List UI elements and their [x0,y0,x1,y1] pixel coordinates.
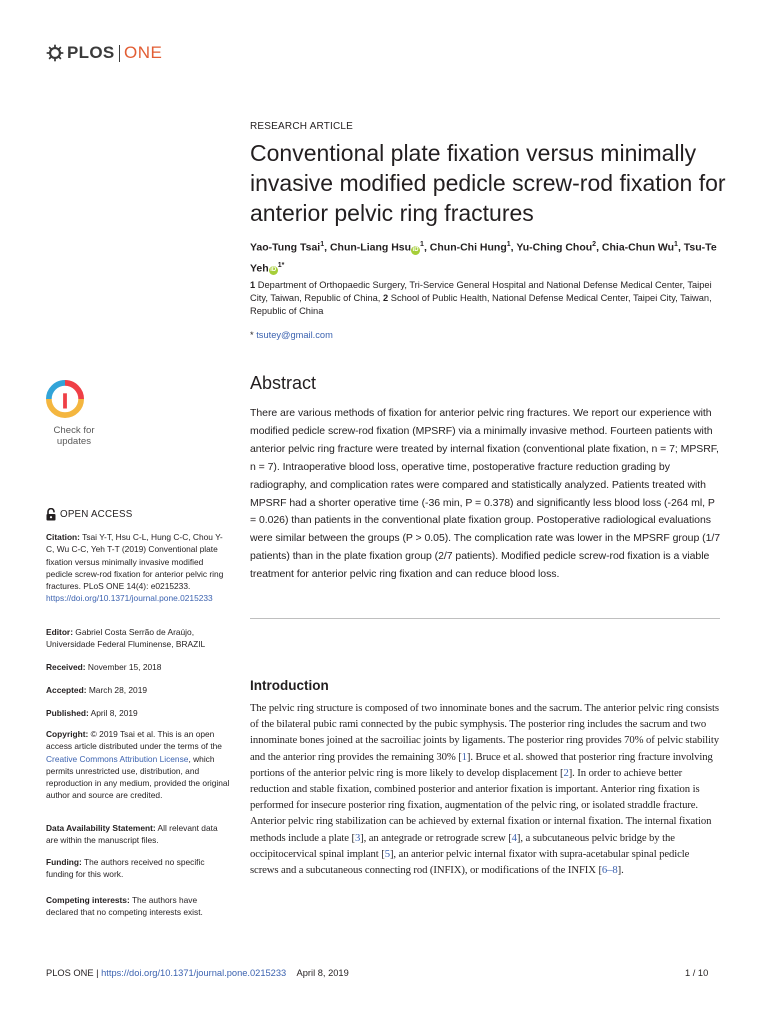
funding-text: The authors received no specific funding for this work. [46,857,205,880]
author-list: Yao-Tung Tsai$^1$, Chun-Liang Hsu $iD^1$, Chun-Chi Hung$^1$, Yu-Ching Chou$^2$, Chia-Chun Wu$^1$, Tsu-Te Yeh $iD^{1*}$ [250,241,717,274]
footer-doi-link[interactable]: https://doi.org/10.1371/journal.pone.0215233 [101,968,287,978]
competing-interests-label: Competing interests: [46,895,130,905]
orcid-icon[interactable]: iD [270,267,277,273]
orcid-icon[interactable]: iD [412,246,419,253]
funding-block [46,856,230,881]
introduction-text [250,700,720,878]
received-text: November 15, 2018 [85,662,162,672]
author-name[interactable]: Tsu-Te Yeh [250,241,717,274]
check-for-updates-label [46,426,102,447]
author-affiliation-marker: 1 [420,241,424,248]
citation-label: Citation: [46,532,80,542]
corresponding-marker: * [250,330,254,340]
reference-link[interactable]: 3 [354,831,361,844]
open-lock-icon [46,508,56,521]
editor-label: Editor: [46,627,73,637]
author-affiliation-marker: 1* [277,261,285,269]
footer-journal: PLOS ONE [46,968,94,978]
intro-text-segment: ], an antegrade or retrograde screw [ [360,831,512,844]
logo-divider [119,45,121,62]
open-access-text: OPEN ACCESS [60,509,133,520]
section-divider [250,618,720,619]
reference-link[interactable]: 6–8 [601,864,618,877]
license-link[interactable]: Creative Commons Attribution License [46,753,189,764]
article-type: RESEARCH ARTICLE [250,121,354,132]
accepted-text: March 28, 2019 [86,685,148,695]
editor-block [46,626,230,651]
citation-block [46,531,230,605]
intro-text-segment: ], a subcutaneous pelvic bridge by the occipitocervical spinal implant [ [250,831,675,860]
reference-link[interactable]: 5 [384,847,390,860]
check-line-1: Check for [53,425,95,436]
data-availability-label: Data Availability Statement: [46,823,156,833]
citation-text: Tsai Y-T, Hsu C-L, Hung C-C, Chou Y-C, Wu C-C, Yeh T-T (2019) Conventional plate fixation versus minimally invasive modified pedicle screw-rod fixation for anterior pelvic ring fractures. PLoS ONE 14(4): e0215233. [46,532,224,592]
intro-text-segment: ]. [617,864,624,877]
intro-text-segment: ]. In order to achieve better reduction and stable fixation, combined posterior and anterior fixation is important. Anterior ring fixation is performed for insecure posterior ring fixation, augmentation of the pelvic ring, or isolated straddle fracture. Anterior pelvic ring stabilization can be achieved by external fixation or internal fixation. The internal fixation methods include a plate [ [250,766,712,844]
affiliation-text: Department of Orthopaedic Surgery, Tri-Service General Hospital and National Defense Medical Center, Taipei City, Taiwan, Republic of China, [250,280,712,304]
copyright-text-1: © 2019 Tsai et al. This is an open access article distributed under the terms of the [46,729,222,752]
affiliation-number: 1 [250,280,256,290]
competing-interests-block [46,894,230,919]
open-access-label [46,508,132,521]
plos-one-logo[interactable] [46,42,162,64]
abstract-text: There are various methods of fixation for anterior pelvic ring fractures. We report our experience with modified pedicle screw-rod fixation (MPSRF) via a minimally invasive method. Fourteen patients with anterior pelvic ring fracture were treated by internal fixation (conventional plate fixation, n = 7; MPSRF, n = 7). Intraoperative blood loss, operative time, postoperative fracture reduction grading by radiography, and complication rates were compared and statistically analyzed. Patients treated with MPSRF had a shorter operative time (-36 min, P = 0.378) and significantly less blood loss (-264 ml, P = 0.026) than patients in the conventional plate fixation group. Postoperative radiological evaluations were similar between the groups (P > 0.05). The complication rate was lower in the MPSRF group (1/7 patients) than in the plate fixation group (2/7 patients). Modified pedicle screw-rod fixation is a viable treatment for anterior pelvic ring fixation and can reduce blood loss. [250,407,721,581]
copyright-block [46,728,230,802]
editor-text: Gabriel Costa Serrão de Araújo, Universidade Federal Fluminense, BRAZIL [46,627,206,650]
plos-gear-icon [46,44,64,62]
affiliation-number: 2 [383,293,389,304]
page-footer [46,968,349,978]
affiliations [250,279,720,319]
copyright-label: Copyright: [46,729,89,739]
author-name[interactable]: Chun-Chi Hung [429,241,507,254]
check-line-2: updates [56,435,92,447]
author-name[interactable]: Yao-Tung Tsai [250,241,321,254]
author-affiliation-marker: 1 [674,241,678,248]
author-affiliation-marker: 2 [592,241,597,248]
author-name[interactable]: Chun-Liang Hsu [329,241,412,254]
check-for-updates-badge[interactable] [46,378,102,447]
reference-link[interactable]: 1 [461,750,467,763]
citation-doi-link[interactable]: https://doi.org/10.1371/journal.pone.0215233 [46,593,213,604]
author-name[interactable]: Yu-Ching Chou [516,241,593,254]
reference-link[interactable]: 2 [563,766,569,779]
accepted-label: Accepted: [46,685,87,695]
author-affiliation-marker: 1 [506,241,511,248]
received-label: Received: [46,662,86,672]
page-number: 1 / 10 [685,968,709,978]
intro-text-segment: The pelvic ring structure is composed of two innominate bones and the sacrum. The anterior pelvic ring consists of the bilateral pubic rami connected by the pubic symphysis. The posterior ring includes the sacrum and two innominate bones joined at the sacroiliac joints by ligaments. The posterior ring provides 70% of pelvic stability and the anterior ring provides the remaining 30% [ [250,702,719,763]
author-name[interactable]: Chia-Chun Wu [601,241,675,254]
intro-text-segment: ], an anterior pelvic internal fixator with supra-acetabular spinal pedicle screws and a subcutaneous connecting rod (INFIX), or modifications of the INFIX [ [250,847,690,877]
affiliation-text: School of Public Health, National Defense Medical Center, Taipei City, Taiwan, Republic of China [250,293,712,317]
introduction-heading: Introduction [250,678,329,693]
published-date [46,707,230,719]
footer-date: April 8, 2019 [296,968,349,978]
data-availability-text: All relevant data are within the manuscript files. [46,823,218,846]
intro-text-segment: ]. Bruce et al. showed that posterior ring fracture involving portions of the anterior pelvic ring is more likely to develop displacement [ [250,750,713,779]
received-date [46,661,230,673]
check-for-updates-icon [46,380,84,418]
funding-label: Funding: [46,857,82,867]
email-link[interactable]: tsutey@gmail.com [256,330,333,340]
author-affiliation-marker: 1 [320,241,325,248]
copyright-text-2: , which permits unrestricted use, distribution, and reproduction in any medium, provided the original author and source are credited. [46,753,230,801]
corresponding-email [250,330,333,340]
article-title: Conventional plate fixation versus minimally invasive modified pedicle screw-rod fixation for anterior pelvic ring fractures [250,140,726,226]
accepted-date [46,684,230,696]
footer-separator: | [93,968,102,978]
published-label: Published: [46,708,89,718]
data-availability-block [46,822,230,847]
abstract-heading: Abstract [250,373,317,393]
published-text: April 8, 2019 [88,708,138,718]
competing-interests-text: The authors have declared that no competing interests exist. [46,895,203,918]
reference-link[interactable]: 4 [511,831,517,844]
logo-one-text: ONE [124,43,163,62]
logo-plos-text: PLOS [67,43,115,62]
